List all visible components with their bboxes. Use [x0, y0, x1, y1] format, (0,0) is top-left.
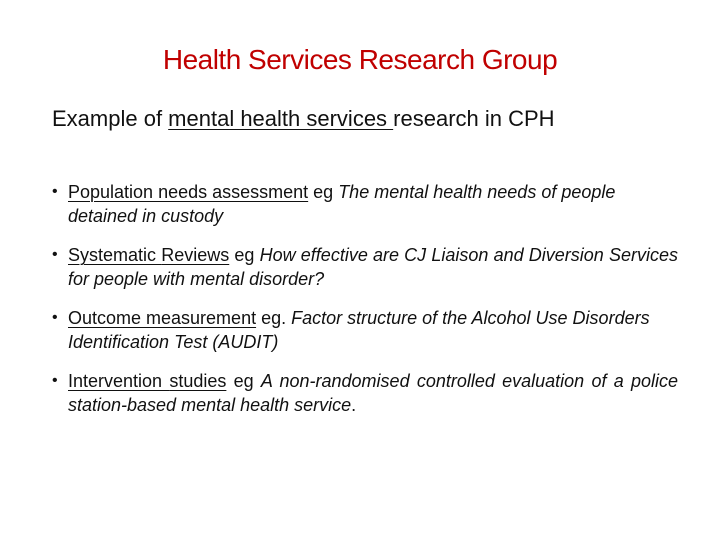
bullet-list	[52, 180, 678, 432]
bullet-item-systematic-reviews	[52, 243, 678, 291]
bullet-dot-icon: •	[52, 246, 58, 263]
bullet-connector: eg	[229, 245, 260, 265]
bullet-example: Factor structure of the Alcohol Use Disorders Identification Test (AUDIT)	[68, 308, 650, 352]
bullet-topic: Outcome measurement	[68, 308, 257, 328]
bullet-dot-icon: •	[52, 372, 58, 389]
bullet-topic: Population needs assessment	[68, 182, 309, 202]
subtitle-suffix: research in CPH	[393, 106, 555, 131]
bullet-dot-icon: •	[52, 183, 58, 200]
bullet-end: .	[351, 395, 357, 415]
slide-title-text: Health Services Research Group	[162, 44, 558, 75]
bullet-example: The mental health needs of people detained in custody	[68, 182, 616, 226]
subtitle-underlined: mental health services	[168, 106, 394, 131]
bullet-connector: eg	[308, 182, 339, 202]
bullet-topic-part2: Reviews	[161, 245, 230, 265]
slide-title	[0, 40, 720, 80]
bullet-example: How effective are CJ Liaison and Diversion Services for people with mental disorder?	[68, 245, 678, 289]
bullet-topic-part1: Systematic	[68, 245, 162, 265]
bullet-connector: eg	[226, 371, 261, 391]
subtitle-prefix: Example of	[52, 106, 169, 131]
bullet-topic-part1: Intervention	[68, 371, 170, 391]
bullet-example: A non-randomised controlled evaluation of a police station-based mental health service	[68, 371, 679, 415]
bullet-topic-part2: studies	[169, 371, 227, 391]
bullet-connector: eg.	[256, 308, 292, 328]
bullet-item-intervention-studies	[52, 369, 678, 417]
bullet-item-needs-assessment	[52, 180, 678, 228]
slide-subtitle	[52, 104, 555, 134]
bullet-item-outcome-measurement	[52, 306, 678, 354]
bullet-dot-icon: •	[52, 309, 58, 326]
